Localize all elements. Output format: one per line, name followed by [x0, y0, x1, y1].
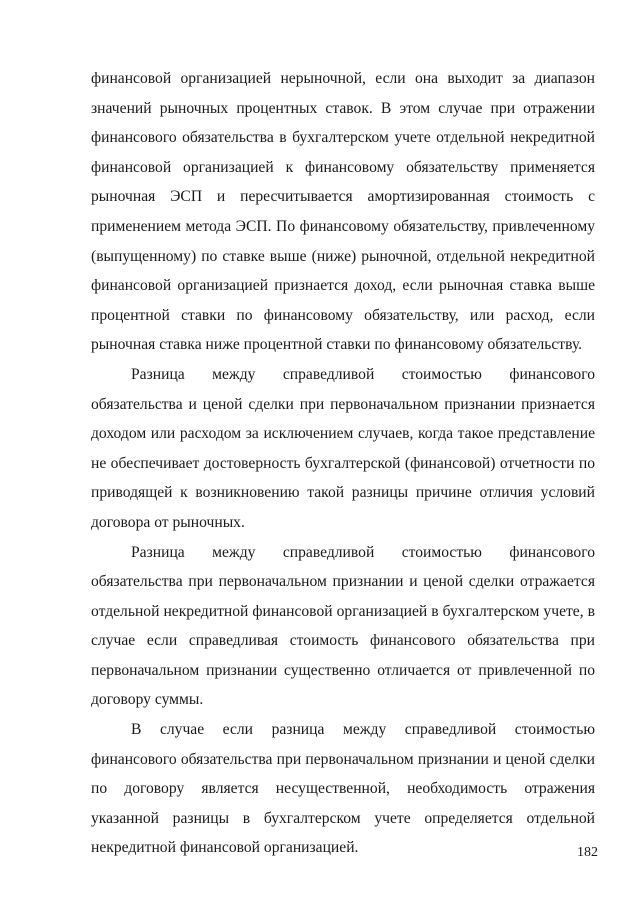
paragraph-continuation: финансовой организацией нерыночной, если она выходит за диапазон значений рыночных процентных ставок. В этом случае при отражении финансового обязательства в бухгалтерском учете отдельной некредитной финансовой организацией к финансовому обязательству применяется рыночная ЭСП и пересчитывается амортизированная стоимость с применением метода ЭСП. По финансовому обязательству, привлеченному (выпущенному) по ставке выше (ниже) рыночной, отдельной некредитной финансовой организацией признается доход, если рыночная ставка выше процентной ставки по финансовому обязательству, или расход, если рыночная ставка ниже процентной ставки по финансовому обязательству.	[91, 70, 595, 354]
paragraph: Разница между справедливой стоимостью финансового обязательства и ценой сделки при первоначальном признании признается доходом или расходом за исключением случаев, когда такое представление не обеспечивает достоверность бухгалтерской (финансовой) отчетности по приводящей к возникновению такой разницы причине отличия условий договора от рыночных.	[91, 365, 595, 531]
body-text	[91, 64, 595, 863]
paragraph: В случае если разница между справедливой стоимостью финансового обязательства при первоначальном признании и ценой сделки по договору является несущественной, необходимость отражения указанной разницы в бухгалтерском учете определяется отдельной некредитной финансовой организацией.	[91, 721, 595, 857]
page-number: 182	[577, 845, 598, 860]
paragraph: Разница между справедливой стоимостью финансового обязательства при первоначальном признании и ценой сделки отражается отдельной некредитной финансовой организацией в бухгалтерском учете, в случае если справедливая стоимость финансового обязательства при первоначальном признании существенно отличается от привлеченной по договору суммы.	[91, 543, 595, 709]
